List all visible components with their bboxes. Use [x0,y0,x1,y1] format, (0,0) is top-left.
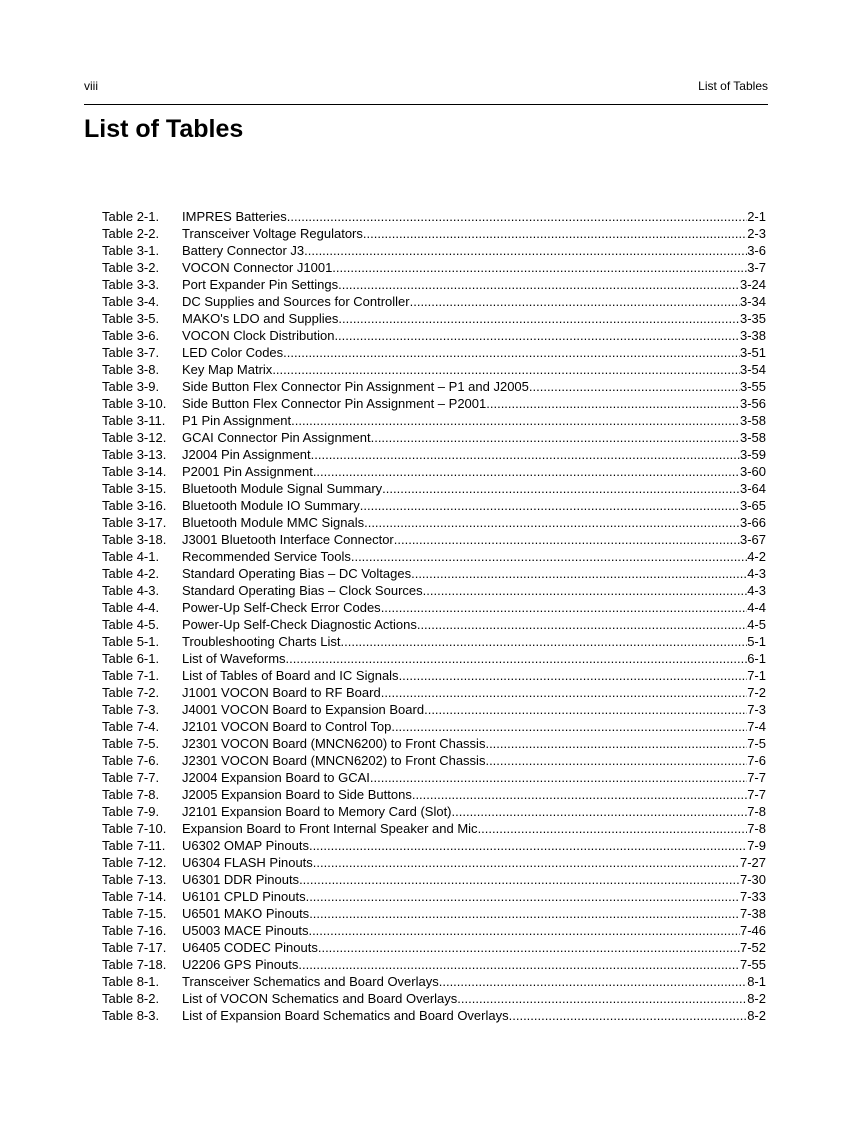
toc-entry[interactable] [102,1007,766,1024]
toc-entry[interactable] [102,497,766,514]
dot-leader [394,531,740,548]
toc-entry[interactable] [102,599,766,616]
table-number: Table 3-9. [102,379,160,394]
table-number: Table 7-2. [102,685,160,700]
table-title[interactable]: Expansion Board to Front Internal Speaker and Mic [182,821,478,836]
table-title[interactable]: U6304 FLASH Pinouts [182,855,313,870]
table-title[interactable]: Port Expander Pin Settings [182,277,339,292]
table-title[interactable]: MAKO's LDO and Supplies [182,311,339,326]
dot-leader [283,344,740,361]
page-reference[interactable]: 3-67 [739,532,766,547]
table-number: Table 7-14. [102,889,167,904]
table-title[interactable]: Recommended Service Tools [182,549,351,564]
dot-leader [332,259,747,276]
table-title[interactable]: LED Color Codes [182,345,284,360]
table-number: Table 7-15. [102,906,167,921]
list-of-tables [102,208,766,1024]
table-number: Table 7-7. [102,770,160,785]
dot-leader [410,293,740,310]
table-number: Table 7-10. [102,821,167,836]
page-reference[interactable]: 4-2 [747,549,766,564]
dot-leader [360,497,740,514]
table-number: Table 3-18. [102,532,167,547]
toc-entry[interactable] [102,803,766,820]
page-reference[interactable]: 4-3 [747,583,766,598]
toc-entry[interactable] [102,225,766,242]
table-title[interactable]: List of Waveforms [182,651,286,666]
page-reference[interactable]: 3-6 [747,243,766,258]
table-number: Table 3-14. [102,464,167,479]
toc-entry[interactable] [102,412,766,429]
page-reference[interactable]: 7-7 [747,787,766,802]
toc-entry[interactable] [102,973,766,990]
toc-entry[interactable] [102,633,766,650]
table-title[interactable]: Side Button Flex Connector Pin Assignment – P2001 [182,396,487,411]
table-title[interactable]: Standard Operating Bias – Clock Sources [182,583,423,598]
table-number: Table 7-4. [102,719,160,734]
table-number: Table 8-3. [102,1008,160,1023]
dot-leader [371,429,740,446]
dot-leader [417,616,747,633]
dot-leader [478,820,748,837]
page-reference[interactable]: 8-2 [747,1008,766,1023]
toc-entry[interactable] [102,616,766,633]
table-number: Table 8-2. [102,991,160,1006]
toc-entry[interactable] [102,446,766,463]
table-title[interactable]: Transceiver Voltage Regulators [182,226,363,241]
toc-entry[interactable] [102,327,766,344]
table-number: Table 7-1. [102,668,160,683]
table-number: Table 7-11. [102,838,166,853]
toc-entry[interactable] [102,242,766,259]
dot-leader [313,854,740,871]
dot-leader [299,871,740,888]
toc-entry[interactable] [102,361,766,378]
table-number: Table 7-3. [102,702,160,717]
table-title[interactable]: J2101 VOCON Board to Control Top [182,719,392,734]
dot-leader [309,905,740,922]
dot-leader [308,922,740,939]
page-reference[interactable]: 3-56 [739,396,766,411]
table-number: Table 7-18. [102,957,167,972]
toc-entry[interactable] [102,735,766,752]
table-number: Table 3-12. [102,430,167,445]
table-title[interactable]: List of Tables of Board and IC Signals [182,668,399,683]
table-number: Table 3-8. [102,362,160,377]
table-number: Table 3-6. [102,328,160,343]
page-reference[interactable]: 7-9 [747,838,766,853]
table-number: Table 4-4. [102,600,160,615]
toc-entry[interactable] [102,684,766,701]
table-number: Table 7-6. [102,753,160,768]
toc-entry[interactable] [102,837,766,854]
toc-entry[interactable] [102,395,766,412]
header-divider [84,104,768,105]
dot-leader [287,208,747,225]
table-number: Table 4-1. [102,549,160,564]
table-title[interactable]: Standard Operating Bias – DC Voltages [182,566,412,581]
toc-entry[interactable] [102,582,766,599]
page-reference[interactable]: 3-65 [739,498,766,513]
dot-leader [341,633,748,650]
table-number: Table 3-4. [102,294,160,309]
table-number: Table 7-12. [102,855,167,870]
dot-leader [391,718,747,735]
table-title[interactable]: Troubleshooting Charts List [182,634,341,649]
page-reference[interactable]: 7-33 [739,889,766,904]
toc-entry[interactable] [102,820,766,837]
page-reference[interactable]: 3-55 [739,379,766,394]
dot-leader [338,310,740,327]
dot-leader [424,701,747,718]
page-reference[interactable]: 7-46 [739,923,766,938]
table-number: Table 3-16. [102,498,167,513]
page-reference[interactable]: 4-5 [747,617,766,632]
table-title[interactable]: VOCON Connector J1001 [182,260,333,275]
table-title[interactable]: J2005 Expansion Board to Side Buttons [182,787,412,802]
page-reference[interactable]: 3-58 [739,430,766,445]
toc-entry[interactable] [102,718,766,735]
toc-entry[interactable] [102,259,766,276]
table-number: Table 3-5. [102,311,160,326]
table-title[interactable]: Bluetooth Module Signal Summary [182,481,383,496]
table-title[interactable]: U5003 MACE Pinouts [182,923,309,938]
page-reference[interactable]: 3-60 [739,464,766,479]
dot-leader [309,837,747,854]
dot-leader [457,990,747,1007]
table-number: Table 7-5. [102,736,160,751]
dot-leader [509,1007,748,1024]
table-title[interactable]: U6302 OMAP Pinouts [182,838,309,853]
page-reference[interactable]: 7-55 [739,957,766,972]
table-number: Table 3-13. [102,447,167,462]
dot-leader [272,361,740,378]
dot-leader [318,939,740,956]
page-reference[interactable]: 7-7 [747,770,766,785]
table-number: Table 7-8. [102,787,160,802]
page-reference[interactable]: 4-4 [747,600,766,615]
toc-entry[interactable] [102,667,766,684]
dot-leader [298,956,740,973]
dot-leader [364,514,740,531]
page-reference[interactable]: 3-66 [739,515,766,530]
table-number: Table 3-17. [102,515,167,530]
running-section-title: List of Tables [698,79,768,93]
table-title[interactable]: J3001 Bluetooth Interface Connector [182,532,394,547]
toc-entry[interactable] [102,463,766,480]
table-number: Table 3-1. [102,243,160,258]
toc-entry[interactable] [102,956,766,973]
toc-entry[interactable] [102,990,766,1007]
table-title[interactable]: Transceiver Schematics and Board Overlays [182,974,439,989]
table-title[interactable]: U6301 DDR Pinouts [182,872,300,887]
toc-entry[interactable] [102,531,766,548]
toc-entry[interactable] [102,293,766,310]
dot-leader [351,548,747,565]
dot-leader [304,242,747,259]
toc-entry[interactable] [102,701,766,718]
toc-entry[interactable] [102,888,766,905]
table-title[interactable]: Bluetooth Module MMC Signals [182,515,365,530]
table-number: Table 4-3. [102,583,160,598]
dot-leader [363,225,747,242]
table-title[interactable]: U6501 MAKO Pinouts [182,906,310,921]
table-title[interactable]: J2101 Expansion Board to Memory Card (Slot) [182,804,452,819]
page-reference[interactable]: 7-5 [747,736,766,751]
toc-entry[interactable] [102,854,766,871]
page-reference[interactable]: 8-1 [747,974,766,989]
table-title[interactable]: U6405 CODEC Pinouts [182,940,318,955]
page-reference[interactable]: 3-54 [739,362,766,377]
toc-entry[interactable] [102,548,766,565]
page-reference[interactable]: 7-3 [747,702,766,717]
table-title[interactable]: U6101 CPLD Pinouts [182,889,306,904]
table-number: Table 3-11. [102,413,166,428]
table-title[interactable]: DC Supplies and Sources for Controller [182,294,410,309]
page-reference[interactable]: 3-35 [739,311,766,326]
dot-leader [382,480,740,497]
toc-entry[interactable] [102,378,766,395]
table-number: Table 4-2. [102,566,160,581]
toc-entry[interactable] [102,429,766,446]
table-title[interactable]: Bluetooth Module IO Summary [182,498,360,513]
table-title[interactable]: J2301 VOCON Board (MNCN6202) to Front Chassis [182,753,486,768]
page-reference[interactable]: 4-3 [747,566,766,581]
table-title[interactable]: IMPRES Batteries [182,209,287,224]
dot-leader [291,412,740,429]
table-title[interactable]: P1 Pin Assignment [182,413,292,428]
table-title[interactable]: U2206 GPS Pinouts [182,957,299,972]
toc-entry[interactable] [102,922,766,939]
toc-entry[interactable] [102,752,766,769]
table-title[interactable]: Key Map Matrix [182,362,273,377]
page-reference[interactable]: 7-8 [747,821,766,836]
dot-leader [399,667,748,684]
table-number: Table 3-10. [102,396,167,411]
page-reference[interactable]: 7-30 [739,872,766,887]
table-number: Table 5-1. [102,634,160,649]
dot-leader [381,599,748,616]
dot-leader [286,650,748,667]
table-title[interactable]: J2004 Expansion Board to GCAI [182,770,370,785]
toc-entry[interactable] [102,208,766,225]
table-number: Table 3-2. [102,260,160,275]
dot-leader [486,395,740,412]
table-title[interactable]: List of VOCON Schematics and Board Overlays [182,991,458,1006]
dot-leader [529,378,740,395]
page-reference[interactable]: 3-24 [739,277,766,292]
dot-leader [423,582,748,599]
dot-leader [485,735,747,752]
page-reference[interactable]: 8-2 [747,991,766,1006]
toc-entry[interactable] [102,769,766,786]
toc-entry[interactable] [102,514,766,531]
table-title[interactable]: List of Expansion Board Schematics and Board Overlays [182,1008,509,1023]
dot-leader [334,327,740,344]
page-reference[interactable]: 2-3 [747,226,766,241]
page-reference[interactable]: 7-6 [747,753,766,768]
page-reference[interactable]: 7-1 [747,668,766,683]
page-reference[interactable]: 3-34 [739,294,766,309]
table-title[interactable]: P2001 Pin Assignment [182,464,313,479]
toc-entry[interactable] [102,310,766,327]
table-number: Table 6-1. [102,651,160,666]
toc-entry[interactable] [102,786,766,803]
page-reference[interactable]: 7-2 [747,685,766,700]
page-reference[interactable]: 3-7 [747,260,766,275]
page-reference[interactable]: 7-8 [747,804,766,819]
table-title[interactable]: GCAI Connector Pin Assignment [182,430,371,445]
table-number: Table 4-5. [102,617,160,632]
table-number: Table 8-1. [102,974,160,989]
page-reference[interactable]: 7-38 [739,906,766,921]
dot-leader [311,446,740,463]
toc-entry[interactable] [102,344,766,361]
toc-entry[interactable] [102,480,766,497]
table-number: Table 3-3. [102,277,160,292]
toc-entry[interactable] [102,905,766,922]
table-number: Table 3-7. [102,345,160,360]
table-title[interactable]: Battery Connector J3 [182,243,305,258]
table-title[interactable]: J4001 VOCON Board to Expansion Board [182,702,425,717]
table-number: Table 7-13. [102,872,167,887]
page-reference[interactable]: 7-4 [747,719,766,734]
table-title[interactable]: J1001 VOCON Board to RF Board [182,685,381,700]
page-number: viii [84,79,98,93]
table-number: Table 7-9. [102,804,160,819]
toc-entry[interactable] [102,871,766,888]
table-number: Table 3-15. [102,481,167,496]
dot-leader [412,786,747,803]
page-header [84,79,768,95]
dot-leader [370,769,747,786]
dot-leader [306,888,740,905]
table-number: Table 7-16. [102,923,167,938]
table-title[interactable]: Power-Up Self-Check Error Codes [182,600,381,615]
table-title[interactable]: Power-Up Self-Check Diagnostic Actions [182,617,417,632]
page-reference[interactable]: 3-64 [739,481,766,496]
toc-entry[interactable] [102,650,766,667]
table-title[interactable]: Side Button Flex Connector Pin Assignment – P1 and J2005 [182,379,529,394]
page-reference[interactable]: 3-38 [739,328,766,343]
table-number: Table 7-17. [102,940,167,955]
table-title[interactable]: VOCON Clock Distribution [182,328,335,343]
page-reference[interactable]: 7-52 [739,940,766,955]
dot-leader [452,803,748,820]
table-number: Table 2-2. [102,226,160,241]
page-reference[interactable]: 3-59 [739,447,766,462]
page-reference[interactable]: 3-58 [739,413,766,428]
dot-leader [411,565,747,582]
page-reference[interactable]: 6-1 [747,651,766,666]
dot-leader [439,973,747,990]
dot-leader [338,276,740,293]
table-title[interactable]: J2004 Pin Assignment [182,447,311,462]
page-title: List of Tables [84,115,244,143]
table-title[interactable]: J2301 VOCON Board (MNCN6200) to Front Chassis [182,736,486,751]
table-number: Table 2-1. [102,209,160,224]
page-reference[interactable]: 7-27 [739,855,766,870]
page-reference[interactable]: 3-51 [739,345,766,360]
page-reference[interactable]: 5-1 [747,634,766,649]
dot-leader [313,463,740,480]
toc-entry[interactable] [102,276,766,293]
toc-entry[interactable] [102,939,766,956]
toc-entry[interactable] [102,565,766,582]
page-reference[interactable]: 2-1 [747,209,766,224]
dot-leader [381,684,748,701]
dot-leader [485,752,747,769]
